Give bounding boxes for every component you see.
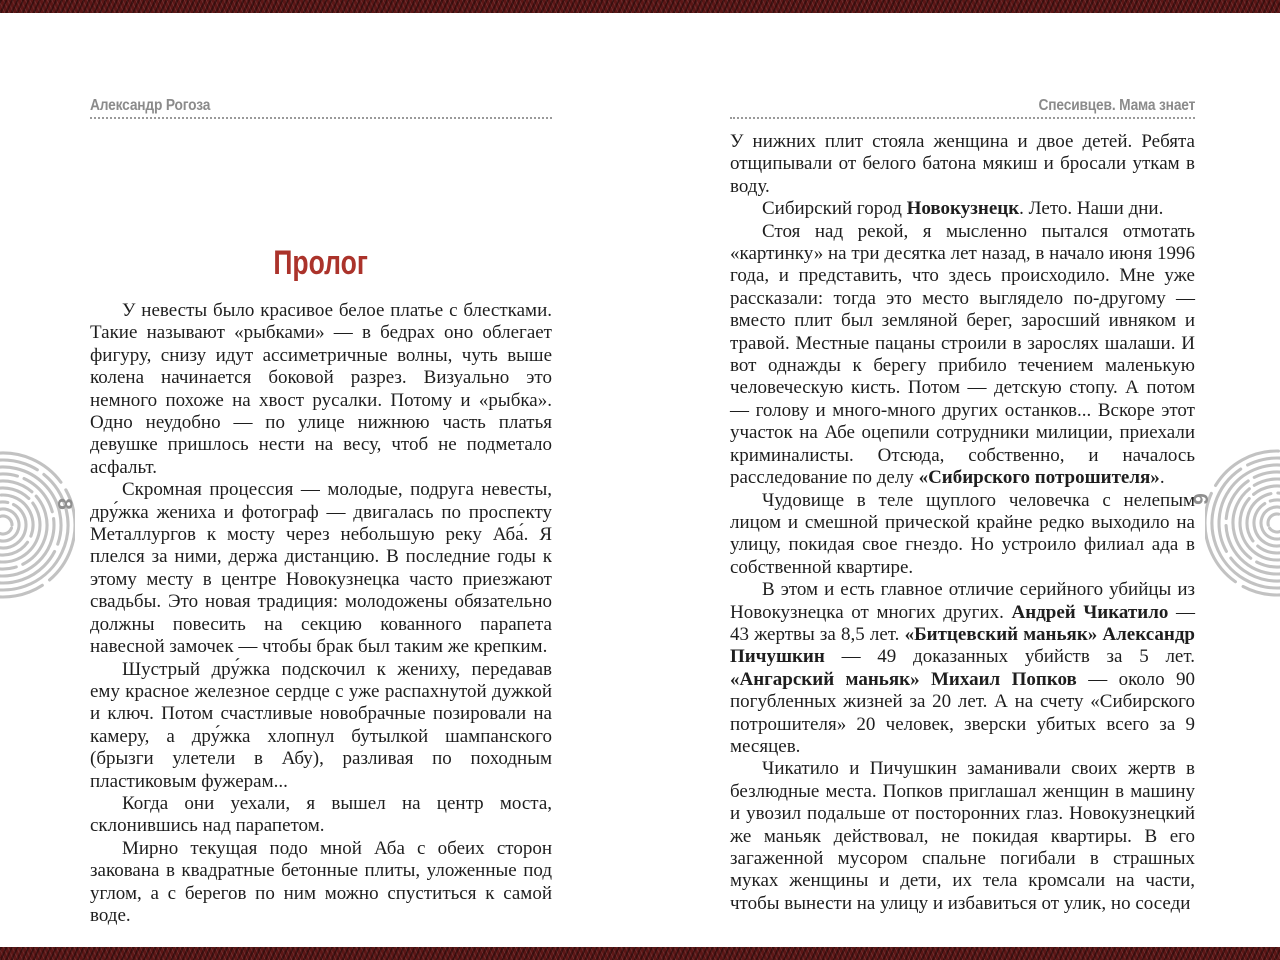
paragraph: Чикатило и Пичушкин заманивали своих жертв в безлюдные места. Попков приглашал женщин в машину и увозил подальше от посторонних глаз. Новокузнецкий же маньяк действовал, не покидая квартиры. В его загаженной мусором спальне погибали в страшных муках женщины и дети, их тела кромсали на части, чтобы вынести на улицу и избавиться от улик, но соседи [730, 758, 1195, 914]
running-head-title [730, 97, 1195, 117]
paragraph: У нижних плит стояла женщина и двое детей. Ребята отщипывали от белого батона мякиш и бросали уткам в воду. [730, 131, 1195, 197]
bottom-decorative-bar [0, 947, 1280, 960]
paragraph: Сибирский город Новокузнецк. Лето. Наши дни. [762, 198, 1164, 220]
paragraph: У невесты было красивое белое платье с блестками. Такие называют «рыбками» — в бедрах оно облегает фигуру, снизу идут ассиметричные волны, чуть выше колена начинается боковой разрез. Визуально это немного похоже на хвост русалки. Потому и «рыбка». Одно неудобно — по улице нижнюю часть платья девушке пришлось нести на весу, чтоб не подметало асфальт. [90, 300, 552, 478]
dotted-rule-left [90, 117, 552, 119]
page-number-right: 9 [1189, 493, 1213, 505]
left-page-text [90, 300, 552, 927]
dotted-rule-right [730, 117, 1195, 119]
paragraph: Стоя над рекой, я мысленно пытался отмотать «картинку» на три десятка лет назад, в начало июня 1996 года, и представить, что здесь происходило. Мне уже рассказали: тогда это место выглядело по-другому — вместо плит был земляной берег, заросший ивняком и травой. Местные пацаны строили в зарослях шалаши. И вот однажды к берегу прибило течением маленькую человеческую кисть. Потом — детскую стопу. А потом — голову и много-много других останков... Вскоре этот участок на Абе оцепили сотрудники милиции, приехали криминалисты. Отсюда, собственно, и началось расследование по делу «Сибирского потрошителя». [730, 220, 1195, 489]
page-number-left: 8 [52, 498, 76, 510]
fingerprint-icon [0, 450, 75, 600]
top-decorative-bar [0, 0, 1280, 13]
paragraph: Шустрый дру́жка подскочил к жениху, передавав ему красное железное сердце с уже распахнутой дужкой и ключ. Потом счастливые новобрачные позировали на камеру, а дру́жка хлопнул бутылкой шампанского (брызги улетели в Абу), разливая по походным пластиковым фужерам... [90, 658, 552, 792]
running-head-author [90, 97, 552, 117]
paragraph: В этом и есть главное отличие серийного убийцы из Новокузнецка от многих других. Андрей Чикатило — 43 жертвы за 8,5 лет. «Битцевский маньяк» Александр Пичушкин — 49 доказанных убийств за 5 лет. «Ангарский маньяк» Михаил Попков — около 90 погубленных жизней за 20 лет. А на счету «Сибирского потрошителя» 20 человек, зверски убитых всего за 9 месяцев. [730, 579, 1195, 757]
paragraph: Мирно текущая подо мной Аба с обеих сторон закована в квадратные бетонные плиты, уложенные под углом, а с берегов по ним можно спуститься к самой воде. [90, 837, 552, 926]
paragraph: Скромная процессия — молодые, подруга невесты, дру́жка жениха и фотограф — двигалась по проспекту Металлургов к мосту через небольшую реку Аба́. Я плелся за ними, держа дистанцию. В последние годы к этому месту в центре Новокузнецка часто приезжают свадьбы. Это новая традиция: молодожены обязательно должны повесить на секцию кованного парапета навесной замочек — чтобы брак был таким же крепким. [90, 479, 552, 658]
running-head-author-label: Александр Рогоза [90, 97, 211, 114]
paragraph: Когда они уехали, я вышел на центр моста, склонившись над парапетом. [90, 792, 552, 837]
chapter-title-label: Пролог [273, 244, 369, 282]
chapter-title [90, 244, 552, 283]
running-head-title-label: Спесивцев. Мама знает [1038, 97, 1195, 114]
right-page-text [730, 131, 1195, 915]
paragraph: Чудовище в теле щуплого человечка с нелепым лицом и смешной прической крайне редко выходило на улицу, покидая свое гнездо. Но устроило филиал ада в собственной квартире. [730, 489, 1195, 578]
fingerprint-icon [1205, 448, 1280, 598]
